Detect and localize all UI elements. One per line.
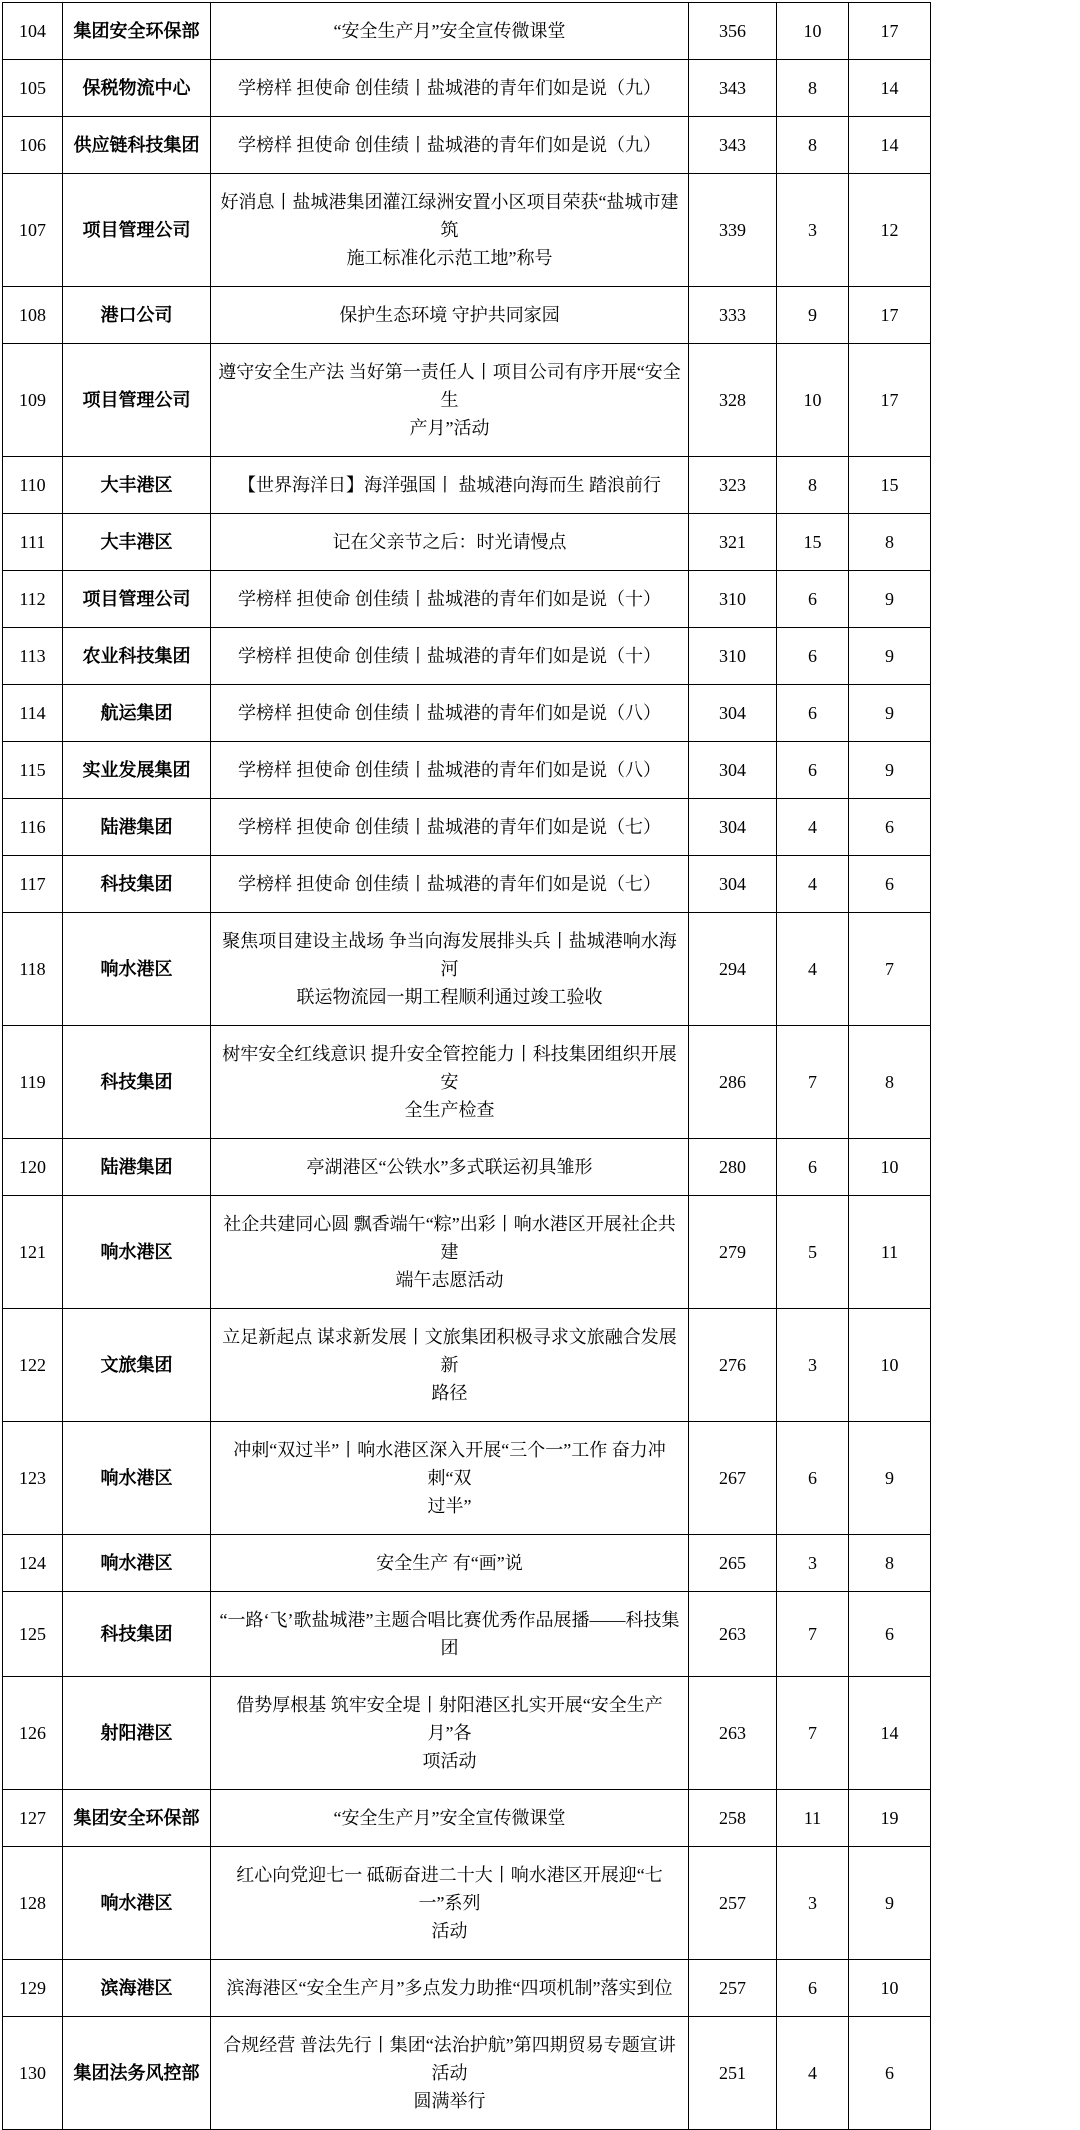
num3-cell: 14 [849, 1677, 931, 1790]
num1-cell: 265 [689, 1535, 777, 1592]
num3-cell: 14 [849, 60, 931, 117]
num1-cell: 276 [689, 1309, 777, 1422]
rank-cell: 124 [3, 1535, 63, 1592]
document-page [0, 2, 1080, 2111]
title-cell: 安全生产 有“画”说 [211, 1535, 689, 1592]
num1-cell: 356 [689, 3, 777, 60]
table-row [3, 856, 931, 913]
num1-cell: 294 [689, 913, 777, 1026]
table-row [3, 3, 931, 60]
department-cell: 项目管理公司 [63, 571, 211, 628]
title-cell: 聚焦项目建设主战场 争当向海发展排头兵丨盐城港响水海河 联运物流园一期工程顺利通过竣工验收 [211, 913, 689, 1026]
title-cell: 社企共建同心圆 飘香端午“粽”出彩丨响水港区开展社企共建 端午志愿活动 [211, 1196, 689, 1309]
num1-cell: 280 [689, 1139, 777, 1196]
title-cell: 借势厚根基 筑牢安全堤丨射阳港区扎实开展“安全生产月”各 项活动 [211, 1677, 689, 1790]
num1-cell: 263 [689, 1677, 777, 1790]
num2-cell: 7 [777, 1592, 849, 1677]
table-row [3, 117, 931, 174]
num2-cell: 6 [777, 1422, 849, 1535]
table-row [3, 514, 931, 571]
table-row [3, 628, 931, 685]
num2-cell: 6 [777, 1139, 849, 1196]
ranking-table [2, 2, 931, 2130]
num3-cell: 10 [849, 1960, 931, 2017]
department-cell: 响水港区 [63, 1422, 211, 1535]
department-cell: 项目管理公司 [63, 344, 211, 457]
num2-cell: 4 [777, 913, 849, 1026]
rank-cell: 117 [3, 856, 63, 913]
num1-cell: 304 [689, 742, 777, 799]
department-cell: 集团法务风控部 [63, 2017, 211, 2130]
num3-cell: 9 [849, 685, 931, 742]
rank-cell: 115 [3, 742, 63, 799]
num3-cell: 10 [849, 1309, 931, 1422]
department-cell: 响水港区 [63, 1535, 211, 1592]
title-cell: 记在父亲节之后：时光请慢点 [211, 514, 689, 571]
rank-cell: 122 [3, 1309, 63, 1422]
department-cell: 项目管理公司 [63, 174, 211, 287]
num2-cell: 3 [777, 1309, 849, 1422]
department-cell: 陆港集团 [63, 1139, 211, 1196]
num1-cell: 267 [689, 1422, 777, 1535]
rank-cell: 128 [3, 1847, 63, 1960]
num2-cell: 8 [777, 60, 849, 117]
num1-cell: 323 [689, 457, 777, 514]
num1-cell: 304 [689, 856, 777, 913]
num3-cell: 19 [849, 1790, 931, 1847]
department-cell: 保税物流中心 [63, 60, 211, 117]
title-cell: 学榜样 担使命 创佳绩丨盐城港的青年们如是说（八） [211, 742, 689, 799]
department-cell: 航运集团 [63, 685, 211, 742]
num2-cell: 7 [777, 1677, 849, 1790]
table-row [3, 2017, 931, 2130]
title-cell: 学榜样 担使命 创佳绩丨盐城港的青年们如是说（九） [211, 60, 689, 117]
num1-cell: 304 [689, 685, 777, 742]
department-cell: 科技集团 [63, 856, 211, 913]
department-cell: 响水港区 [63, 1847, 211, 1960]
num2-cell: 6 [777, 685, 849, 742]
table-row [3, 1026, 931, 1139]
title-cell: 保护生态环境 守护共同家园 [211, 287, 689, 344]
num1-cell: 257 [689, 1960, 777, 2017]
title-cell: 立足新起点 谋求新发展丨文旅集团积极寻求文旅融合发展新 路径 [211, 1309, 689, 1422]
rank-cell: 116 [3, 799, 63, 856]
num3-cell: 14 [849, 117, 931, 174]
num1-cell: 321 [689, 514, 777, 571]
num2-cell: 15 [777, 514, 849, 571]
num3-cell: 6 [849, 1592, 931, 1677]
num3-cell: 15 [849, 457, 931, 514]
num2-cell: 8 [777, 457, 849, 514]
table-row [3, 742, 931, 799]
table-row [3, 1960, 931, 2017]
num1-cell: 328 [689, 344, 777, 457]
rank-cell: 109 [3, 344, 63, 457]
department-cell: 文旅集团 [63, 1309, 211, 1422]
title-cell: “安全生产月”安全宣传微课堂 [211, 3, 689, 60]
department-cell: 实业发展集团 [63, 742, 211, 799]
num2-cell: 7 [777, 1026, 849, 1139]
num1-cell: 339 [689, 174, 777, 287]
num3-cell: 17 [849, 3, 931, 60]
title-cell: 好消息丨盐城港集团灌江绿洲安置小区项目荣获“盐城市建筑 施工标准化示范工地”称号 [211, 174, 689, 287]
table-row [3, 174, 931, 287]
title-cell: “安全生产月”安全宣传微课堂 [211, 1790, 689, 1847]
title-cell: 亭湖港区“公铁水”多式联运初具雏形 [211, 1139, 689, 1196]
rank-cell: 125 [3, 1592, 63, 1677]
rank-cell: 104 [3, 3, 63, 60]
rank-cell: 130 [3, 2017, 63, 2130]
department-cell: 滨海港区 [63, 1960, 211, 2017]
rank-cell: 105 [3, 60, 63, 117]
num1-cell: 257 [689, 1847, 777, 1960]
title-cell: 学榜样 担使命 创佳绩丨盐城港的青年们如是说（七） [211, 799, 689, 856]
rank-cell: 123 [3, 1422, 63, 1535]
table-row [3, 1592, 931, 1677]
num1-cell: 310 [689, 628, 777, 685]
num3-cell: 9 [849, 1422, 931, 1535]
department-cell: 港口公司 [63, 287, 211, 344]
num1-cell: 279 [689, 1196, 777, 1309]
num2-cell: 3 [777, 1847, 849, 1960]
rank-cell: 113 [3, 628, 63, 685]
department-cell: 科技集团 [63, 1026, 211, 1139]
table-row [3, 344, 931, 457]
table-row [3, 571, 931, 628]
title-cell: 树牢安全红线意识 提升安全管控能力丨科技集团组织开展安 全生产检查 [211, 1026, 689, 1139]
num2-cell: 8 [777, 117, 849, 174]
rank-cell: 108 [3, 287, 63, 344]
num2-cell: 4 [777, 799, 849, 856]
table-row [3, 1677, 931, 1790]
num2-cell: 3 [777, 174, 849, 287]
rank-cell: 127 [3, 1790, 63, 1847]
num3-cell: 6 [849, 2017, 931, 2130]
title-cell: 学榜样 担使命 创佳绩丨盐城港的青年们如是说（十） [211, 571, 689, 628]
num3-cell: 8 [849, 1535, 931, 1592]
department-cell: 集团安全环保部 [63, 3, 211, 60]
title-cell: 遵守安全生产法 当好第一责任人丨项目公司有序开展“安全生 产月”活动 [211, 344, 689, 457]
department-cell: 供应链科技集团 [63, 117, 211, 174]
rank-cell: 114 [3, 685, 63, 742]
table-row [3, 1535, 931, 1592]
table-row [3, 913, 931, 1026]
num1-cell: 251 [689, 2017, 777, 2130]
title-cell: “一路‘飞’歌盐城港”主题合唱比赛优秀作品展播——科技集团 [211, 1592, 689, 1677]
title-cell: 学榜样 担使命 创佳绩丨盐城港的青年们如是说（七） [211, 856, 689, 913]
num3-cell: 10 [849, 1139, 931, 1196]
num3-cell: 9 [849, 628, 931, 685]
title-cell: 【世界海洋日】海洋强国丨 盐城港向海而生 踏浪前行 [211, 457, 689, 514]
rank-cell: 129 [3, 1960, 63, 2017]
department-cell: 农业科技集团 [63, 628, 211, 685]
num2-cell: 4 [777, 856, 849, 913]
rank-cell: 112 [3, 571, 63, 628]
num1-cell: 343 [689, 117, 777, 174]
rank-cell: 111 [3, 514, 63, 571]
num2-cell: 9 [777, 287, 849, 344]
num3-cell: 12 [849, 174, 931, 287]
num3-cell: 6 [849, 799, 931, 856]
num2-cell: 6 [777, 1960, 849, 2017]
table-row [3, 1422, 931, 1535]
department-cell: 射阳港区 [63, 1677, 211, 1790]
num2-cell: 6 [777, 571, 849, 628]
num3-cell: 17 [849, 287, 931, 344]
title-cell: 滨海港区“安全生产月”多点发力助推“四项机制”落实到位 [211, 1960, 689, 2017]
rank-cell: 110 [3, 457, 63, 514]
num3-cell: 6 [849, 856, 931, 913]
num1-cell: 343 [689, 60, 777, 117]
table-row [3, 1790, 931, 1847]
num3-cell: 8 [849, 514, 931, 571]
department-cell: 科技集团 [63, 1592, 211, 1677]
num3-cell: 9 [849, 571, 931, 628]
num1-cell: 286 [689, 1026, 777, 1139]
table-row [3, 1847, 931, 1960]
table-row [3, 799, 931, 856]
num2-cell: 3 [777, 1535, 849, 1592]
rank-cell: 126 [3, 1677, 63, 1790]
num2-cell: 4 [777, 2017, 849, 2130]
department-cell: 陆港集团 [63, 799, 211, 856]
table-row [3, 287, 931, 344]
rank-cell: 119 [3, 1026, 63, 1139]
num2-cell: 10 [777, 3, 849, 60]
title-cell: 红心向党迎七一 砥砺奋进二十大丨响水港区开展迎“七一”系列 活动 [211, 1847, 689, 1960]
rank-cell: 120 [3, 1139, 63, 1196]
num1-cell: 263 [689, 1592, 777, 1677]
num1-cell: 304 [689, 799, 777, 856]
rank-cell: 121 [3, 1196, 63, 1309]
table-row [3, 1139, 931, 1196]
num3-cell: 8 [849, 1026, 931, 1139]
num3-cell: 17 [849, 344, 931, 457]
num2-cell: 5 [777, 1196, 849, 1309]
department-cell: 响水港区 [63, 1196, 211, 1309]
num3-cell: 7 [849, 913, 931, 1026]
table-row [3, 1309, 931, 1422]
table-row [3, 60, 931, 117]
rank-cell: 118 [3, 913, 63, 1026]
department-cell: 响水港区 [63, 913, 211, 1026]
num2-cell: 11 [777, 1790, 849, 1847]
title-cell: 合规经营 普法先行丨集团“法治护航”第四期贸易专题宣讲活动 圆满举行 [211, 2017, 689, 2130]
rank-cell: 107 [3, 174, 63, 287]
title-cell: 冲刺“双过半”丨响水港区深入开展“三个一”工作 奋力冲刺“双 过半” [211, 1422, 689, 1535]
title-cell: 学榜样 担使命 创佳绩丨盐城港的青年们如是说（八） [211, 685, 689, 742]
num3-cell: 9 [849, 1847, 931, 1960]
num3-cell: 11 [849, 1196, 931, 1309]
title-cell: 学榜样 担使命 创佳绩丨盐城港的青年们如是说（十） [211, 628, 689, 685]
num2-cell: 10 [777, 344, 849, 457]
num2-cell: 6 [777, 628, 849, 685]
table-row [3, 1196, 931, 1309]
ranking-table-body [3, 3, 931, 2130]
table-row [3, 685, 931, 742]
department-cell: 大丰港区 [63, 514, 211, 571]
department-cell: 集团安全环保部 [63, 1790, 211, 1847]
num3-cell: 9 [849, 742, 931, 799]
num1-cell: 310 [689, 571, 777, 628]
num1-cell: 258 [689, 1790, 777, 1847]
num2-cell: 6 [777, 742, 849, 799]
department-cell: 大丰港区 [63, 457, 211, 514]
rank-cell: 106 [3, 117, 63, 174]
table-row [3, 457, 931, 514]
num1-cell: 333 [689, 287, 777, 344]
title-cell: 学榜样 担使命 创佳绩丨盐城港的青年们如是说（九） [211, 117, 689, 174]
